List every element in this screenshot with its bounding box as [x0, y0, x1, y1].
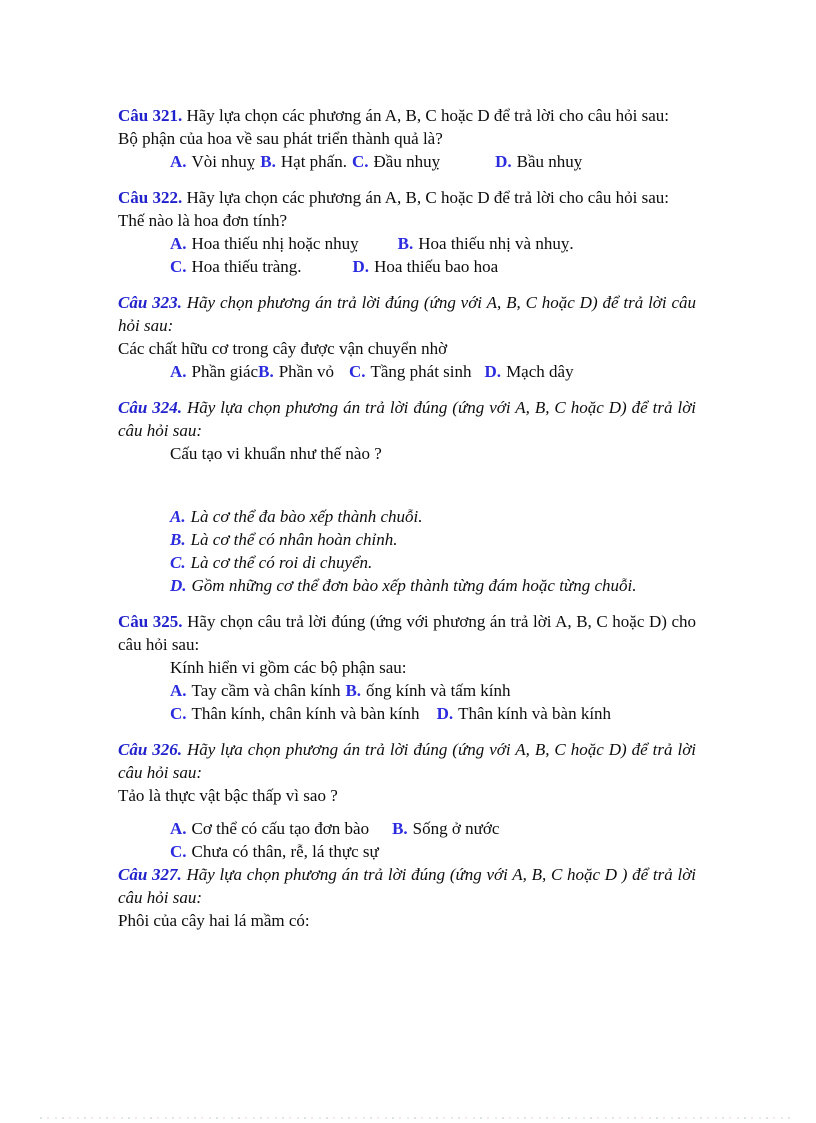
- option-letter: D.: [170, 576, 187, 595]
- option-text: ống kính và tấm kính: [366, 681, 511, 700]
- question-intro-text: Hãy chọn câu trả lời đúng (ứng với phương án trả lời A, B, C hoặc D) cho câu hỏi sau:: [118, 612, 697, 654]
- option-row: [170, 528, 696, 551]
- question-number: Câu 322.: [118, 188, 187, 207]
- question-intro: [118, 863, 696, 909]
- option-letter: B.: [392, 819, 408, 838]
- question-intro-text: Hãy lựa chọn các phương án A, B, C hoặc D để trả lời cho câu hỏi sau:: [186, 106, 670, 125]
- question-block: [118, 291, 696, 383]
- option-text: Phần giác: [191, 362, 259, 381]
- question-options: [118, 679, 696, 725]
- question-text: Phôi của cây hai lá mầm có:: [118, 911, 310, 930]
- option-letter: D.: [352, 257, 370, 276]
- question-options: [118, 150, 696, 173]
- question-intro: [118, 738, 696, 784]
- question-number: Câu 321.: [118, 106, 187, 125]
- option-text: Tầng phát sinh: [370, 362, 472, 381]
- question-number: Câu 327.: [118, 865, 187, 884]
- option-row: [170, 840, 696, 863]
- option-row: [170, 679, 696, 702]
- option-letter: A.: [170, 507, 186, 526]
- question-intro: [118, 104, 696, 127]
- question-intro-text: Hãy lựa chọn các phương án A, B, C hoặc D để trả lời cho câu hỏi sau:: [186, 188, 670, 207]
- option-row: [170, 232, 696, 255]
- option-row: [170, 255, 696, 278]
- option-letter: A.: [170, 152, 187, 171]
- question-text: Cấu tạo vi khuẩn như thế nào ?: [170, 444, 382, 463]
- option-letter: C.: [170, 257, 187, 276]
- option-letter: C.: [170, 704, 187, 723]
- question-block: [118, 186, 696, 278]
- question-options: [118, 505, 696, 597]
- option-letter: C.: [170, 842, 187, 861]
- option-text: Mạch dây: [506, 362, 574, 381]
- option-text: Thân kính và bàn kính: [458, 704, 612, 723]
- option-text: Tay cầm và chân kính: [191, 681, 341, 700]
- question-options: [118, 232, 696, 278]
- option-text: Hạt phấn.: [280, 152, 347, 171]
- question-intro-text: Hãy chọn phương án trả lời đúng (ứng với A, B, C hoặc D) để trả lời câu hỏi sau:: [118, 293, 697, 335]
- option-letter: B.: [258, 362, 274, 381]
- option-letter: A.: [170, 681, 187, 700]
- question-block: [118, 863, 696, 932]
- option-letter: A.: [170, 234, 187, 253]
- question-intro: [118, 396, 696, 442]
- option-letter: D.: [495, 152, 512, 171]
- question-intro-text: Hãy lựa chọn phương án trả lời đúng (ứng với A, B, C hoặc D) để trả lời câu hỏi sau:: [118, 398, 696, 440]
- option-text: Hoa thiếu nhị hoặc nhuỵ: [191, 234, 359, 253]
- page-bottom-dotted-line: [40, 1117, 792, 1119]
- question-block: [118, 610, 696, 725]
- option-letter: B.: [260, 152, 276, 171]
- option-letter: B.: [345, 681, 362, 700]
- option-letter: B.: [170, 530, 186, 549]
- question-intro: [118, 610, 696, 656]
- option-text: Phần vỏ: [278, 362, 334, 381]
- question-text: Tảo là thực vật bậc thấp vì sao ?: [118, 786, 338, 805]
- question-number: Câu 326.: [118, 740, 187, 759]
- question-intro: [118, 186, 696, 209]
- option-text: Đầu nhuỵ: [373, 152, 441, 171]
- option-text: Là cơ thể đa bào xếp thành chuỗi.: [190, 507, 423, 526]
- option-text: Vòi nhuỵ: [191, 152, 256, 171]
- questions-list: [118, 104, 696, 945]
- question-text: Các chất hữu cơ trong cây được vận chuyển nhờ: [118, 339, 448, 358]
- option-text: Gồm những cơ thể đơn bào xếp thành từng đám hoặc từng chuỗi.: [191, 576, 637, 595]
- option-letter: C.: [348, 362, 366, 381]
- option-row: [170, 150, 696, 173]
- option-text: Sống ở nước: [412, 819, 500, 838]
- question-intro-text: Hãy lựa chọn phương án trả lời đúng (ứng với A, B, C hoặc D) để trả lời câu hỏi sau:: [118, 740, 696, 782]
- option-text: Thân kính, chân kính và bàn kính: [191, 704, 420, 723]
- option-text: Là cơ thể có roi di chuyển.: [190, 553, 373, 572]
- question-block: [118, 104, 696, 173]
- option-text: Hoa thiếu tràng.: [191, 257, 302, 276]
- option-text: Chưa có thân, rễ, lá thực sự: [191, 842, 379, 861]
- option-letter: D.: [484, 362, 502, 381]
- option-text: Là cơ thể có nhân hoàn chỉnh.: [190, 530, 398, 549]
- option-row: [170, 574, 696, 597]
- option-row: [170, 360, 696, 383]
- option-row: [170, 817, 696, 840]
- question-number: Câu 325.: [118, 612, 188, 631]
- question-intro: [118, 291, 696, 337]
- option-letter: C.: [170, 553, 186, 572]
- question-options: [118, 817, 696, 863]
- option-row: [170, 505, 696, 528]
- option-text: Hoa thiếu bao hoa: [374, 257, 499, 276]
- question-block: [118, 738, 696, 863]
- question-number: Câu 323.: [118, 293, 187, 312]
- option-text: Cơ thể có cấu tạo đơn bào: [191, 819, 370, 838]
- question-intro-text: Hãy lựa chọn phương án trả lời đúng (ứng với A, B, C hoặc D ) để trả lời câu hỏi sau:: [118, 865, 697, 907]
- option-row: [170, 551, 696, 574]
- question-text: Kính hiển vi gồm các bộ phận sau:: [170, 658, 407, 677]
- option-letter: A.: [170, 362, 187, 381]
- option-text: Bầu nhuỵ: [516, 152, 583, 171]
- question-text: Bộ phận của hoa về sau phát triển thành quả là?: [118, 129, 443, 148]
- question-block: [118, 396, 696, 597]
- option-letter: C.: [351, 152, 369, 171]
- option-letter: D.: [436, 704, 454, 723]
- question-options: [118, 360, 696, 383]
- option-letter: B.: [397, 234, 414, 253]
- option-text: Hoa thiếu nhị và nhuỵ.: [418, 234, 574, 253]
- option-row: [170, 702, 696, 725]
- question-number: Câu 324.: [118, 398, 187, 417]
- option-letter: A.: [170, 819, 187, 838]
- question-text: Thế nào là hoa đơn tính?: [118, 211, 288, 230]
